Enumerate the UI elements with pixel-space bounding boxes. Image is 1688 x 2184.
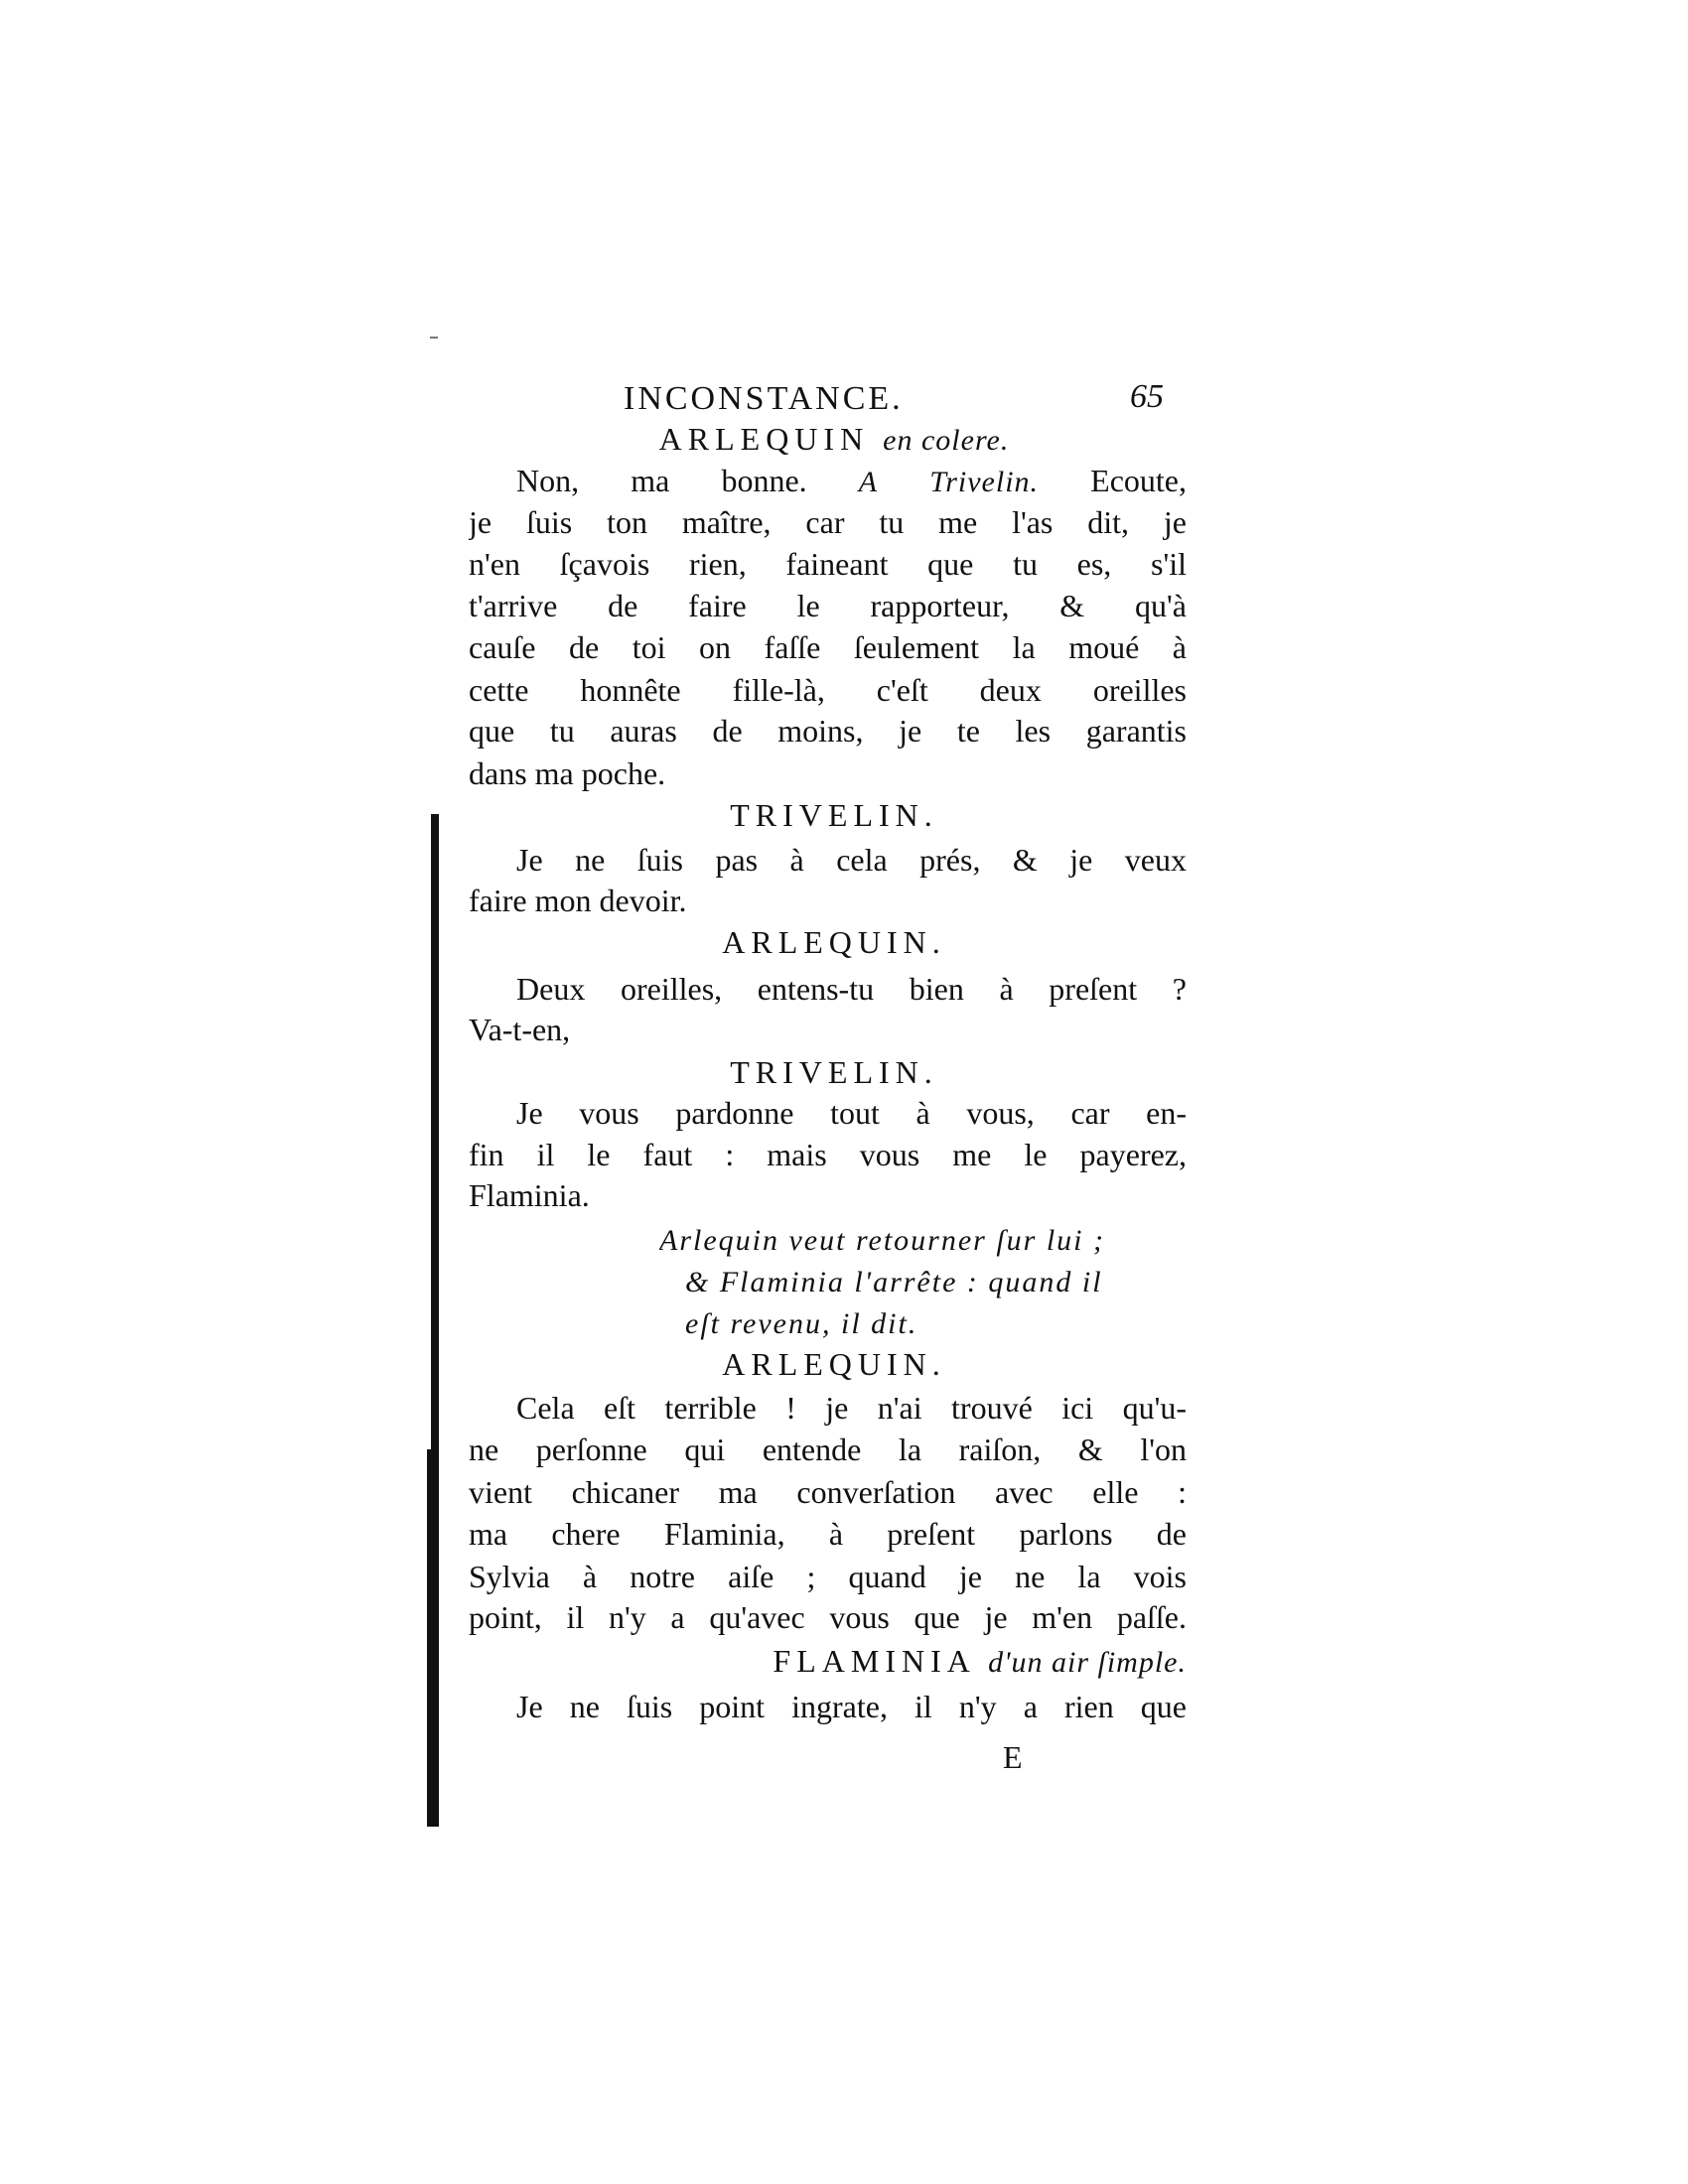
text-segment: Flaminia. [469,1177,590,1213]
text-line [469,463,1187,498]
text-segment: vient chicaner ma converſation avec elle : [469,1474,1187,1510]
text-line [469,504,1187,540]
text-segment: point, il n'y a qu'avec vous que je m'en paſſe. [469,1599,1187,1635]
gutter-shadow-lower [427,1449,433,1827]
text-line [469,588,1187,623]
speaker-name [556,924,1112,960]
text-line [469,1599,1187,1635]
text-line [469,1177,1187,1213]
text-segment: Je vous pardonne tout à vous, car en- [516,1095,1187,1131]
text-line [469,1137,1187,1172]
text-segment: Je ne ſuis point ingrate, il n'y a rien que [516,1689,1187,1724]
running-head: INCONSTANCE. [624,381,904,417]
text-line [469,672,1187,708]
text-segment: t'arrive de faire le rapporteur, & qu'à [469,588,1187,623]
text-segment: faire mon devoir. [469,883,687,918]
text-segment: Non, ma bonne. [516,463,859,498]
text-segment: dans ma poche. [469,755,666,791]
text-segment: Deux oreilles, entens-tu bien à preſent ? [516,971,1187,1007]
text-line [469,1012,1187,1047]
stage-direction [659,1223,1187,1259]
text-segment: Va-t-en, [469,1012,571,1047]
text-segment: ARLEQUIN. [722,1346,946,1382]
text-line [469,629,1187,665]
text-segment: ARLEQUIN. [722,924,946,960]
text-line [469,1516,1187,1552]
speaker-name [556,1346,1112,1382]
text-line [469,1689,1187,1724]
text-segment: je ſuis ton maître, car tu me l'as dit, je [469,504,1187,540]
text-line [469,842,1187,878]
page-number: 65 [1130,378,1164,415]
text-segment: fin il le faut : mais vous me le payerez, [469,1137,1187,1172]
text-line [469,883,1187,918]
speaker-name [556,421,1112,457]
text-segment: cauſe de toi on faſſe ſeulement la moué à [469,629,1187,665]
text-segment: FLAMINIA [773,1643,989,1679]
italic-text: & Flaminia l'arrête : quand il [685,1266,1103,1298]
text-line [469,1095,1187,1131]
text-segment: TRIVELIN. [730,1054,938,1090]
speaker-name [635,1643,1187,1679]
text-line [469,1390,1187,1426]
text-segment: TRIVELIN. [730,797,938,833]
text-segment: Cela eſt terrible ! je n'ai trouvé ici qu'u- [516,1390,1187,1426]
italic-text: A Trivelin. [858,466,1040,498]
text-line [469,755,1187,791]
speaker-name [556,797,1112,833]
italic-text: eſt revenu, il dit. [685,1307,918,1340]
text-segment: que tu auras de moins, je te les garantis [469,713,1187,749]
stage-direction [685,1265,1187,1300]
stage-direction [685,1306,1187,1342]
text-segment: Je ne ſuis pas à cela prés, & je veux [516,842,1187,878]
text-segment: Ecoute, [1039,463,1187,498]
italic-text: en colere. [883,424,1010,457]
text-line [469,713,1187,749]
signature-mark: E [1003,1739,1023,1775]
text-line [469,546,1187,582]
text-segment: ma chere Flaminia, à preſent parlons de [469,1516,1187,1552]
text-segment: cette honnête fille-là, c'eſt deux oreilles [469,672,1187,708]
text-segment: n'en ſçavois rien, faineant que tu es, s'il [469,546,1187,582]
speaker-name [556,1054,1112,1090]
text-line [469,1474,1187,1510]
text-segment: ne perſonne qui entende la raiſon, & l'on [469,1432,1187,1467]
italic-text: Arlequin veut retourner ſur lui ; [659,1224,1105,1257]
text-line [469,1559,1187,1594]
text-line [469,1432,1187,1467]
italic-text: d'un air ſimple. [988,1646,1187,1679]
margin-mark [430,337,438,339]
text-line [469,971,1187,1007]
text-segment: Sylvia à notre aiſe ; quand je ne la vois [469,1559,1187,1594]
text-segment: ARLEQUIN [658,421,884,457]
